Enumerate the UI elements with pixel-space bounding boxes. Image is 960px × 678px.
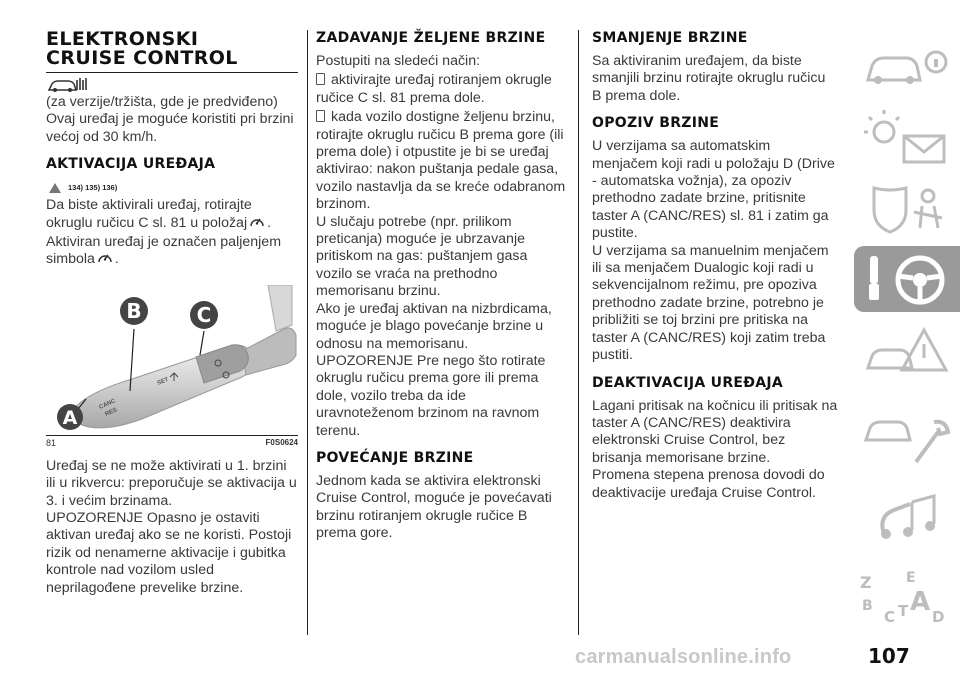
figure-81 bbox=[46, 285, 298, 435]
intro-text: (za verzije/tržišta, gde je predviđeno) bbox=[46, 94, 278, 110]
sidebar-tab-car-info[interactable] bbox=[854, 36, 960, 94]
emergency-triangle-icon bbox=[854, 318, 960, 384]
section-activation: AKTIVACIJA UREĐAJA bbox=[46, 156, 216, 173]
section-recall: OPOZIV BRZINE bbox=[592, 115, 720, 132]
label-b: B bbox=[126, 298, 142, 323]
recall-auto-text: U verzijama sa automatskim menjačem koji radi u položaju D (Drive - automatska vožnja), za opoziv prethodno zadate brzine, pritisnite taster A (CANC/RES) sl. 81 i zatim ga pustite. bbox=[592, 138, 835, 242]
warning-text: UPOZORENJE Opasno je ostaviti aktivan uređaj ako se ne koristi. Postoji rizik od nenamerne aktivacije i gubitka kontrole nad vozilom usled neprilagođene prevelike brzine. bbox=[46, 510, 292, 596]
gear-text: Uređaj se ne može aktivirati u 1. brzini ili u rikvercu: preporučuje se aktivacija u 3. i većim brzinama. bbox=[46, 457, 297, 509]
index-letters-icon bbox=[854, 566, 960, 628]
bullet-1-text: aktivirajte uređaj rotiranjem okrugle ručice C sl. 81 prema dole. bbox=[316, 72, 552, 106]
column-1 bbox=[46, 30, 298, 597]
set-intro: Postupiti na sledeći način: bbox=[316, 53, 481, 69]
column-divider-1 bbox=[307, 30, 308, 635]
steering-wheel-key-icon bbox=[854, 246, 960, 312]
speed-limit-text: Ovaj uređaj je moguće koristiti pri brzini većoj od 30 km/h. bbox=[46, 111, 294, 145]
multimedia-icon bbox=[854, 484, 960, 560]
warning-2-text: UPOZORENJE Pre nego što rotirate okruglu ručicu prema gore ili prema dole, vozilo treba da ide uravnoteženom brzinom na ravnom terenu. bbox=[316, 352, 546, 439]
sidebar-tab-index[interactable] bbox=[854, 566, 960, 628]
label-a: A bbox=[62, 406, 78, 429]
bullet-icon bbox=[316, 73, 325, 85]
canc-label: CANC bbox=[98, 398, 117, 411]
section-deactivation: DEAKTIVACIJA UREĐAJA bbox=[592, 374, 784, 391]
activation-refs-row bbox=[46, 179, 298, 191]
sidebar-tab-service[interactable] bbox=[854, 392, 960, 476]
figure-rule bbox=[46, 435, 298, 436]
column-2 bbox=[316, 30, 566, 543]
svg-text:T: T bbox=[898, 602, 909, 620]
sidebar-tab-multimedia[interactable] bbox=[854, 484, 960, 560]
activation-text bbox=[46, 197, 298, 271]
svg-text:B: B bbox=[862, 598, 873, 614]
car-info-icon bbox=[854, 36, 960, 94]
sidebar-tab-emergency[interactable] bbox=[854, 318, 960, 384]
sidebar-tab-warning-lights[interactable] bbox=[854, 106, 960, 170]
activation-text-a: Da biste aktivirali uređaj, rotirajte okruglu ručicu C sl. 81 u položaj bbox=[46, 197, 252, 231]
bullet-2 bbox=[316, 109, 566, 213]
cruise-symbol-icon bbox=[249, 215, 265, 234]
page-title-line1: ELEKTRONSKI bbox=[46, 28, 199, 50]
label-c: C bbox=[196, 302, 212, 327]
gear-change-text: Promena stepena prenosa dovodi do deaktivacije uređaja Cruise Control. bbox=[592, 467, 825, 501]
figure-caption bbox=[46, 438, 298, 448]
bullet-icon bbox=[316, 110, 325, 122]
activation-refs: 134) 135) 136) bbox=[68, 183, 118, 193]
increase-text: Jednom kada se aktivira elektronski Cruise Control, moguće je povećavati brzinu rotiranjem okrugle ručice B prema gore. bbox=[316, 472, 552, 542]
svg-text:D: D bbox=[932, 608, 945, 626]
page-title-line2: CRUISE CONTROL bbox=[46, 47, 238, 69]
column-3 bbox=[592, 30, 838, 502]
safety-icon bbox=[854, 178, 960, 240]
figure-code: F0S0624 bbox=[265, 437, 298, 447]
section-set-speed: ZADAVANJE ŽELJENE BRZINE bbox=[316, 30, 546, 46]
activation-text-b: . Aktiviran uređaj je označen paljenjem simbola bbox=[46, 214, 282, 268]
set-label: SET bbox=[156, 376, 170, 387]
svg-text:C: C bbox=[884, 608, 896, 626]
sidebar-tab-starting-driving[interactable] bbox=[854, 246, 960, 312]
column-divider-2 bbox=[578, 30, 579, 635]
bullet-2-text: kada vozilo dostigne željenu brzinu, rotirajte okruglu ručicu B prema gore (ili prema dole) i otpustite je bi se uređaj aktivirao: nakon puštanja pedale gasa, vozilo nastavlja da se kreće odabranom brzinom. bbox=[316, 109, 566, 213]
svg-text:A: A bbox=[910, 587, 931, 617]
bullet-1 bbox=[316, 72, 566, 107]
downhill-text: Ako je uređaj aktivan na nizbrdicama, moguće je blago povećanje brzine u odnosu na memorisanu. bbox=[316, 300, 552, 352]
page-number: 107 bbox=[868, 644, 910, 668]
cruise-control-icon bbox=[46, 76, 298, 94]
deactivation-text: Lagani pritisak na kočnicu ili pritisak na taster A (CANC/RES) deaktivira elektronski Cruise Control, bez brisanja memorisane brzine. bbox=[592, 397, 838, 466]
section-increase: POVEĆANJE BRZINE bbox=[316, 449, 474, 466]
section-decrease: SMANJENJE BRZINE bbox=[592, 30, 748, 46]
activation-text-c: . bbox=[114, 251, 119, 268]
sidebar-tab-safety[interactable] bbox=[854, 178, 960, 240]
res-label: RES bbox=[104, 407, 119, 418]
recall-manual-text: U verzijama sa manuelnim menjačem ili sa menjačem Dualogic koji radi u sekvencijalnom režimu, pre opoziva prethodno zadate brzine, potrebno je približiti se toj brzini pre pritiska na taster A (CANC/RES) koji zatim treba pustiti. bbox=[592, 242, 829, 364]
warning-lights-icon bbox=[854, 106, 960, 170]
decrease-text: Sa aktiviranim uređajem, da biste smanjili brzinu rotirajte okruglu ručicu B prema dole. bbox=[592, 53, 826, 104]
figure-number: 81 bbox=[46, 437, 57, 448]
stalk-illustration bbox=[46, 285, 298, 435]
wrench-service-icon bbox=[854, 392, 960, 476]
svg-text:E: E bbox=[906, 570, 916, 586]
watermark: carmanualsonline.info bbox=[575, 646, 792, 668]
cruise-symbol-icon bbox=[97, 251, 113, 270]
title-rule bbox=[46, 72, 298, 73]
overtake-text: U slučaju potrebe (npr. prilikom preticanja) moguće je ubrzavanje pritiskom na gas: puštanjem gasa vozilo se vraća na prethodno memorisanu brzinu. bbox=[316, 213, 528, 300]
svg-text:Z: Z bbox=[860, 573, 872, 592]
